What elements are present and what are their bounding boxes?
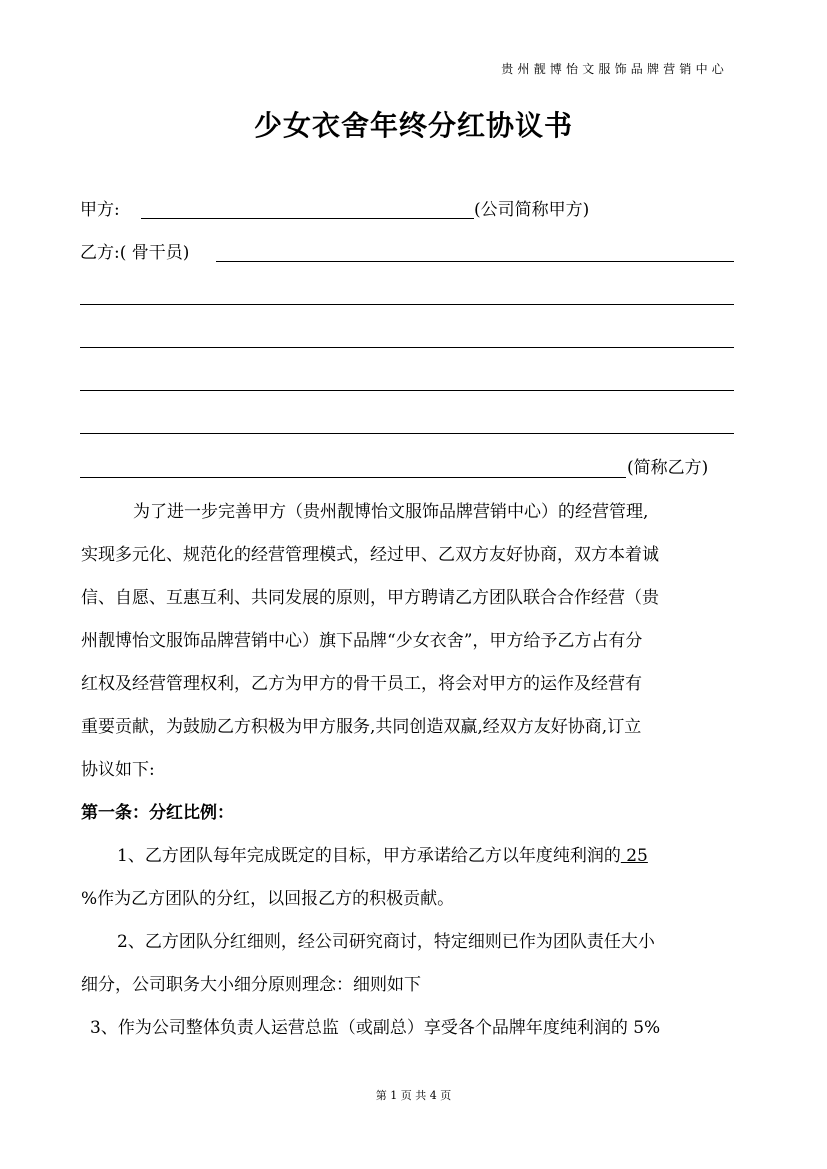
intro-line: 实现多元化、规范化的经营管理模式，经过甲、乙双方友好协商，双方本着诚 xyxy=(81,545,659,565)
party-b-blank-line xyxy=(80,390,734,391)
article-1-item-3: 3、作为公司整体负责人运营总监（或副总）享受各个品牌年度纯利润的 5% xyxy=(90,1018,661,1038)
dividend-percent-value: 25 xyxy=(620,846,648,866)
party-b-blank-line xyxy=(80,347,734,348)
intro-line: 红权及经营管理权利，乙方为甲方的骨干员工，将会对甲方的运作及经营有 xyxy=(81,674,642,694)
intro-line: 重要贡献，为鼓励乙方积极为甲方服务,共同创造双赢,经双方友好协商,订立 xyxy=(81,717,642,737)
party-b-blank-line xyxy=(216,261,734,262)
party-a-label: 甲方: xyxy=(80,200,120,220)
intro-line: 信、自愿、互惠互利、共同发展的原则，甲方聘请乙方团队联合合作经营（贵 xyxy=(81,588,659,608)
header-org-name: 贵州靓博怡文服饰品牌营销中心 xyxy=(501,62,728,76)
article-1-item-1 xyxy=(81,835,739,878)
intro-line: 州靓博怡文服饰品牌营销中心）旗下品牌“少女衣舍”，甲方给予乙方占有分 xyxy=(81,631,643,651)
party-b-suffix: (简称乙方) xyxy=(627,458,709,478)
party-b-blank-line xyxy=(80,477,626,478)
party-a-suffix: (公司简称甲方) xyxy=(474,200,590,220)
article-1 xyxy=(81,792,739,1050)
document-title: 少女衣舍年终分红协议书 xyxy=(253,109,573,142)
party-b-blank-line xyxy=(80,304,734,305)
item-1-text: 1、乙方团队每年完成既定的目标，甲方承诺给乙方以年度纯利润的 xyxy=(117,846,621,866)
page-number: 第 1 页 共 4 页 xyxy=(375,1089,452,1102)
intro-paragraph xyxy=(81,491,739,792)
party-b-blank-line xyxy=(80,433,734,434)
party-a-blank-line xyxy=(141,218,474,219)
intro-line: 协议如下: xyxy=(81,760,155,780)
party-b-label: 乙方:( 骨干员) xyxy=(80,243,190,263)
intro-line: 为了进一步完善甲方（贵州靓博怡文服饰品牌营销中心）的经营管理, xyxy=(133,502,649,522)
article-1-item-2-cont: 细分，公司职务大小细分原则理念：细则如下 xyxy=(81,975,421,995)
article-1-item-1-cont: %作为乙方团队的分红，以回报乙方的积极贡献。 xyxy=(81,889,455,909)
article-1-heading: 第一条：分红比例： xyxy=(81,803,234,823)
article-1-item-2: 2、乙方团队分红细则，经公司研究商讨，特定细则已作为团队责任大小 xyxy=(117,932,655,952)
